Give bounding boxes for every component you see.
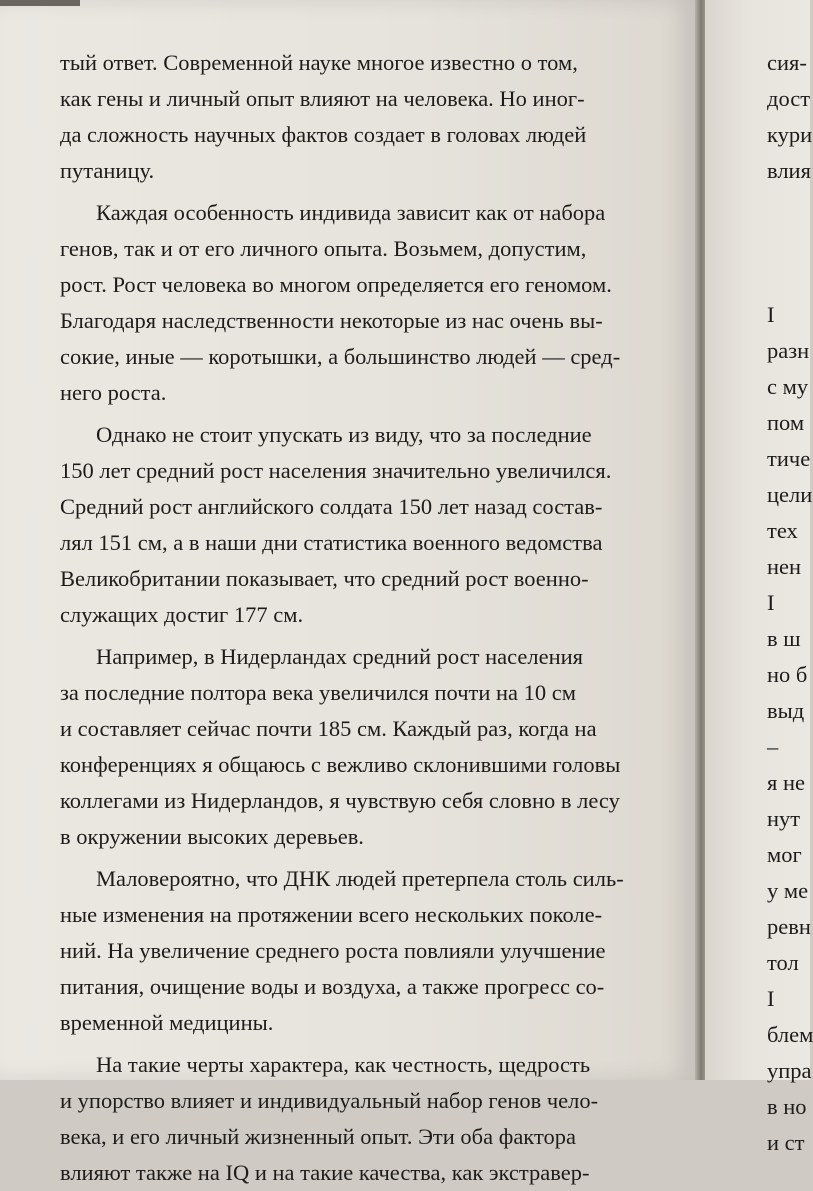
text-line: разн bbox=[767, 338, 810, 363]
text-line: нен bbox=[767, 554, 802, 579]
text-line: и составляет сейчас почти 185 см. Каждый раз, когда на bbox=[60, 716, 597, 741]
text-line: кури bbox=[767, 122, 813, 147]
text-line: века, и его личный жизненный опыт. Эти оба фактора bbox=[60, 1124, 576, 1149]
text-line: сия- bbox=[767, 50, 807, 75]
text-line: выд bbox=[767, 698, 805, 723]
text-line: І bbox=[767, 590, 775, 615]
text-line: коллегами из Нидерландов, я чувствую себя словно в лесу bbox=[60, 788, 620, 813]
text-line: да сложность научных фактов создает в головах людей bbox=[60, 122, 587, 147]
text-line: с му bbox=[767, 374, 809, 399]
text-line: Например, в Нидерландах средний рост населения bbox=[96, 644, 584, 669]
text-line: лял 151 см, а в наши дни статистика военного ведомства bbox=[60, 530, 603, 555]
text-line: влияют также на IQ и на такие качества, как экстравер- bbox=[60, 1160, 590, 1185]
text-line: блем bbox=[767, 1022, 813, 1047]
text-line: ные изменения на протяжении всего нескольких поколе- bbox=[60, 902, 603, 927]
text-line: я не bbox=[767, 770, 806, 795]
right-page-text bbox=[767, 45, 813, 1161]
text-line: путаницу. bbox=[60, 158, 155, 183]
text-line: него роста. bbox=[60, 380, 167, 405]
text-line: дост bbox=[767, 86, 811, 111]
text-line: в ш bbox=[767, 626, 801, 651]
right-page bbox=[705, 0, 813, 1155]
text-line: Благодаря наследственности некоторые из нас очень вы- bbox=[60, 308, 603, 333]
text-line: тех bbox=[767, 518, 798, 543]
text-line: – bbox=[767, 734, 779, 759]
text-line: І bbox=[767, 986, 775, 1011]
text-line: Маловероятно, что ДНК людей претерпела столь силь- bbox=[96, 866, 624, 891]
text-line: рост. Рост человека во многом определяется его геномом. bbox=[60, 272, 612, 297]
text-line: питания, очищение воды и воздуха, а также прогресс со- bbox=[60, 974, 605, 999]
text-line: мог bbox=[767, 842, 802, 867]
text-line: сокие, иные — коротышки, а большинство людей — сред- bbox=[60, 344, 621, 369]
text-line bbox=[767, 225, 813, 261]
text-line: генов, так и от его личного опыта. Возьмем, допустим, bbox=[60, 236, 587, 261]
text-line: в но bbox=[767, 1094, 807, 1119]
left-page-text bbox=[60, 45, 660, 1191]
text-line: нут bbox=[767, 806, 801, 831]
text-line: Однако не стоит упускать из виду, что за последние bbox=[96, 422, 592, 447]
text-line: и упорство влияет и индивидуальный набор генов чело- bbox=[60, 1088, 599, 1113]
text-line: цели bbox=[767, 482, 813, 507]
text-line: тый ответ. Современной науке многое известно о том, bbox=[60, 50, 578, 75]
text-line: На такие черты характера, как честность, щедрость bbox=[96, 1052, 591, 1077]
text-line: за последние полтора века увеличился почти на 10 см bbox=[60, 680, 577, 705]
text-line: Каждая особенность индивида зависит как от набора bbox=[96, 200, 606, 225]
text-line: временной медицины. bbox=[60, 1010, 274, 1035]
page-edge-shadow bbox=[0, 0, 80, 6]
book-gutter bbox=[695, 0, 705, 1080]
text-line: и ст bbox=[767, 1130, 805, 1155]
text-line: служащих достиг 177 см. bbox=[60, 602, 304, 627]
text-line: 150 лет средний рост населения значительно увеличился. bbox=[60, 458, 612, 483]
text-line: Средний рост английского солдата 150 лет назад состав- bbox=[60, 494, 603, 519]
text-line bbox=[767, 261, 813, 297]
text-line: но б bbox=[767, 662, 808, 687]
text-line: пом bbox=[767, 410, 805, 435]
text-line: как гены и личный опыт влияют на человека. Но иног- bbox=[60, 86, 585, 111]
text-line: тиче bbox=[767, 446, 811, 471]
text-line: упра bbox=[767, 1058, 812, 1083]
text-line: Великобритании показывает, что средний рост военно- bbox=[60, 566, 589, 591]
text-line: конференциях я общаюсь с вежливо склонившими головы bbox=[60, 752, 621, 777]
text-line: у ме bbox=[767, 878, 809, 903]
text-line: в окружении высоких деревьев. bbox=[60, 824, 364, 849]
text-line: І bbox=[767, 302, 775, 327]
text-line bbox=[767, 189, 813, 225]
text-line: тол bbox=[767, 950, 799, 975]
text-line: ний. На увеличение среднего роста повлияли улучшение bbox=[60, 938, 606, 963]
text-line: ревн bbox=[767, 914, 811, 939]
text-line: влия bbox=[767, 158, 811, 183]
